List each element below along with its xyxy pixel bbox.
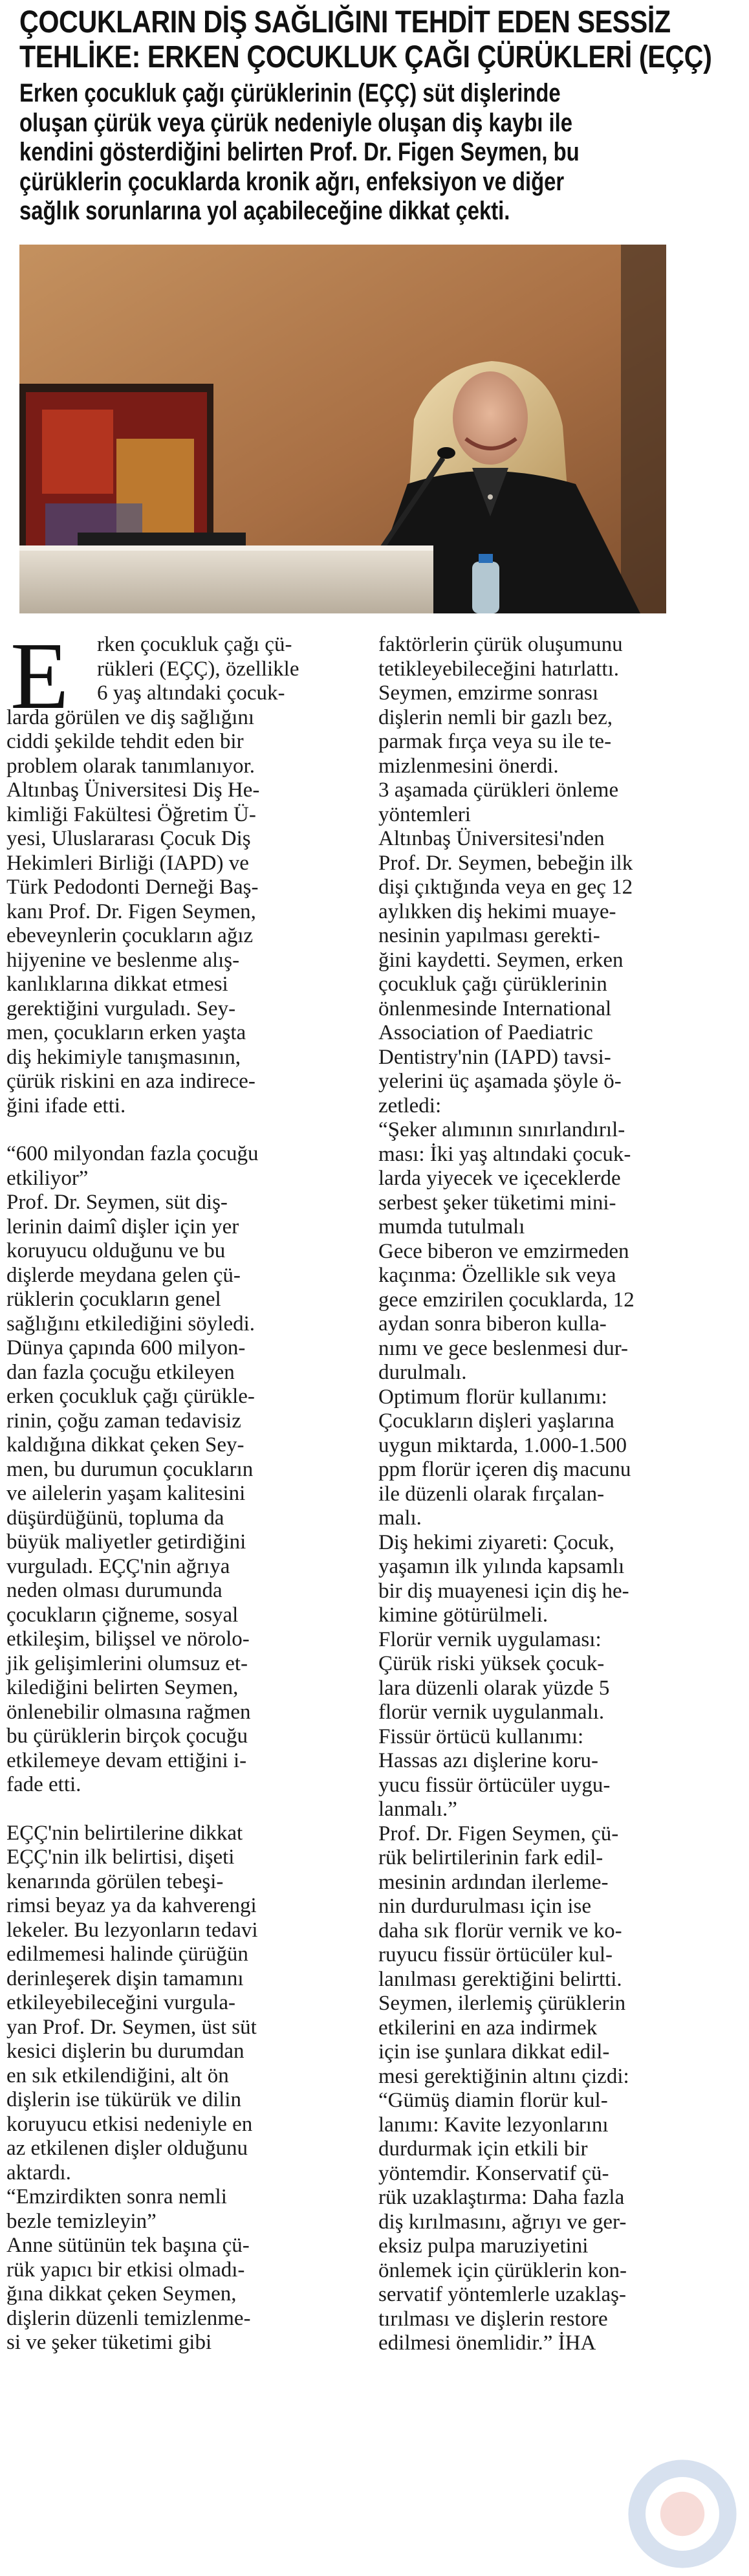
text-line: bir diş muayenesi için diş he- bbox=[378, 1579, 629, 1603]
text-line: ğini ifade etti. bbox=[6, 1094, 126, 1117]
water-bottle bbox=[472, 554, 499, 613]
text-line: önlemek için çürüklerin kon- bbox=[378, 2258, 627, 2282]
headline-line-1: ÇOCUKLARIN DİŞ SAĞLIĞINI TEHDİT EDEN SESSİZ bbox=[19, 5, 671, 39]
text-line: yesi, Uluslararası Çocuk Diş bbox=[6, 827, 251, 850]
text-line: florür vernik uygulanmalı. bbox=[378, 1701, 605, 1724]
text-line: etkilerini en aza indirmek bbox=[378, 2016, 598, 2040]
text-line: diş hekimiyle tanışmasının, bbox=[6, 1045, 241, 1069]
text-line: malı. bbox=[378, 1506, 422, 1530]
text-line: nin durdurulması için ise bbox=[378, 1895, 592, 1918]
text-line: nesinin yapılması gerekti- bbox=[378, 924, 600, 947]
text-line: kilediğini belirten Seymen, bbox=[6, 1676, 239, 1699]
text-line: kimine götürülmeli. bbox=[378, 1603, 548, 1627]
text-line: tetikleyebileceğini hatırlattı. bbox=[378, 657, 620, 681]
text-line: ve ailelerin yaşam kalitesini bbox=[6, 1482, 246, 1505]
text-line: kaçınma: Özellikle sık veya bbox=[378, 1264, 616, 1287]
text-line: dişlerin düzenli temizlenme- bbox=[6, 2306, 251, 2330]
text-line: problem olarak tanımlanıyor. bbox=[6, 754, 255, 778]
text-line: dişlerin nemli bir gazlı bez, bbox=[378, 705, 613, 729]
text-line: ğına dikkat çeken Seymen, bbox=[6, 2282, 237, 2306]
text-line: larda görülen ve diş sağlığını bbox=[6, 705, 255, 729]
publication-logo-watermark bbox=[621, 2452, 744, 2575]
text-line: lekeler. Bu lezyonların tedavi bbox=[6, 1918, 258, 1942]
text-line: Dentistry'nin (IAPD) tavsi- bbox=[378, 1045, 611, 1069]
text-line: “Emzirdikten sonra nemli bbox=[6, 2185, 227, 2208]
text-line: Prof. Dr. Seymen, bebeğin ilk bbox=[378, 851, 633, 875]
text-line: çocukların çiğneme, sosyal bbox=[6, 1603, 239, 1627]
text-line: yöntemdir. Konservatif çü- bbox=[378, 2161, 609, 2185]
text-line: 3 aşamada çürükleri önleme bbox=[378, 778, 619, 802]
text-line: yöntemleri bbox=[378, 802, 471, 826]
text-line: lanımı: Kavite lezyonlarını bbox=[378, 2113, 609, 2137]
text-line: 6 yaş altındaki çocuk- bbox=[97, 681, 285, 705]
text-line: Anne sütünün tek başına çü- bbox=[6, 2234, 250, 2257]
text-line: Prof. Dr. Seymen, süt diş- bbox=[6, 1191, 228, 1214]
text-line: Hekimleri Birliği (IAPD) ve bbox=[6, 851, 249, 875]
text-line: hijyenine ve beslenme alış- bbox=[6, 948, 240, 972]
dropcap-letter: E bbox=[10, 623, 69, 729]
text-line: jik gelişimlerini olumsuz et- bbox=[6, 1651, 248, 1675]
text-line: dan fazla çocuğu etkileyen bbox=[6, 1360, 235, 1384]
left-column bbox=[6, 623, 343, 2355]
text-line: EÇÇ'nin ilk belirtisi, dişeti bbox=[6, 1845, 235, 1869]
text-line: men, bu durumun çocukların bbox=[6, 1457, 254, 1481]
text-line: zetledi: bbox=[378, 1094, 442, 1117]
text-line: Çocukların dişleri yaşlarına bbox=[378, 1409, 614, 1433]
text-line: nımı ve gece beslenmesi dur- bbox=[378, 1336, 629, 1360]
text-line: vurguladı. EÇÇ'nin ağrıya bbox=[6, 1554, 230, 1578]
lead-line: çürüklerin çocuklarda kronik ağrı, enfeksiyon ve diğer bbox=[19, 167, 565, 196]
text-line: serbest şeker tüketimi mini- bbox=[378, 1191, 616, 1215]
text-line: ciddi şekilde tehdit eden bir bbox=[6, 730, 244, 753]
text-line: Seymen, emzirme sonrası bbox=[378, 681, 598, 705]
article-photo bbox=[19, 245, 666, 613]
text-line: rükleri (EÇÇ), özellikle bbox=[97, 657, 299, 681]
text-line: durulmalı. bbox=[378, 1361, 467, 1384]
text-line: Hassas azı dişlerine koru- bbox=[378, 1749, 598, 1772]
text-line: Dünya çapında 600 milyon- bbox=[6, 1336, 246, 1360]
text-line: neden olması durumunda bbox=[6, 1579, 223, 1602]
paragraph-symptoms bbox=[6, 1822, 343, 2355]
right-column bbox=[378, 633, 715, 2356]
text-line: tırılması ve dişlerin restore bbox=[378, 2307, 608, 2331]
text-line: ebeveynlerin çocukların ağız bbox=[6, 924, 254, 947]
text-line: kesici dişlerin bu durumdan bbox=[6, 2040, 244, 2063]
text-line: dişlerin ise tükürük ve dilin bbox=[6, 2088, 241, 2111]
text-line: mumda tutulmalı bbox=[378, 1215, 525, 1238]
paragraph-600-million bbox=[6, 1142, 343, 1798]
text-line: ğini kaydetti. Seymen, erken bbox=[378, 948, 624, 972]
text-line: “Gümüş diamin florür kul- bbox=[378, 2089, 608, 2112]
text-line: gece emzirilen çocuklarda, 12 bbox=[378, 1288, 635, 1312]
text-line: kanı Prof. Dr. Figen Seymen, bbox=[6, 899, 256, 923]
text-line: faktörlerin çürük oluşumunu bbox=[378, 633, 623, 656]
text-line: rük yapıcı bir etkisi olmadı- bbox=[6, 2258, 245, 2282]
text-line: rinin, çoğu zaman tedavisiz bbox=[6, 1409, 241, 1433]
text-line: çürük riskini en aza indirece- bbox=[6, 1070, 255, 1093]
text-line: Altınbaş Üniversitesi Diş He- bbox=[6, 778, 260, 802]
text-line: rüklerin çocukların genel bbox=[6, 1288, 221, 1311]
text-line: rken çocukluk çağı çü- bbox=[97, 633, 292, 656]
text-line: lerinin daimî dişler için yer bbox=[6, 1215, 239, 1238]
text-line: Çürük riski yüksek çocuk- bbox=[378, 1652, 605, 1675]
text-line: Fissür örtücü kullanımı: bbox=[378, 1724, 584, 1748]
text-line: “600 milyondan fazla çocuğu bbox=[6, 1142, 259, 1165]
text-line: servatif yöntemlerle uzaklaş- bbox=[378, 2283, 626, 2306]
text-line: fade etti. bbox=[6, 1773, 81, 1796]
text-line: için ise şunlara dikkat edil- bbox=[378, 2040, 610, 2064]
text-line: bu çürüklerin birçok çocuğu bbox=[6, 1724, 248, 1748]
text-line: Association of Paediatric bbox=[378, 1021, 593, 1044]
text-line: etkiliyor” bbox=[6, 1166, 89, 1190]
text-line: rük belirtilerinin fark edil- bbox=[378, 1846, 603, 1869]
text-line: aydan sonra biberon kulla- bbox=[378, 1312, 607, 1336]
text-line: durdurmak için etkili bir bbox=[378, 2137, 588, 2161]
text-line: kanlıklarına dikkat etmesi bbox=[6, 973, 228, 996]
text-line: kimliği Fakültesi Öğretim Ü- bbox=[6, 802, 256, 826]
lead-paragraph bbox=[19, 79, 666, 226]
text-line: diş kırılmasını, ağrıyı ve ger- bbox=[378, 2210, 627, 2234]
text-line: aylıkken diş hekimi muaye- bbox=[378, 899, 616, 923]
text-line: önlenebilir olmasına rağmen bbox=[6, 1700, 251, 1724]
text-line: lanmalı.” bbox=[378, 1798, 457, 1821]
text-line: Altınbaş Üniversitesi'nden bbox=[378, 827, 605, 850]
text-line: dişlerde meydana gelen çü- bbox=[6, 1263, 241, 1287]
text-line: parmak fırça veya su ile te- bbox=[378, 730, 612, 753]
text-line: rimsi beyaz ya da kahverengi bbox=[6, 1894, 257, 1917]
text-line: “Şeker alımının sınırlandırıl- bbox=[378, 1118, 625, 1141]
text-line: çocukluk çağı çürüklerinin bbox=[378, 973, 607, 996]
text-line: Diş hekimi ziyareti: Çocuk, bbox=[378, 1530, 614, 1554]
text-line: aktardı. bbox=[6, 2161, 71, 2185]
speaker-photo bbox=[19, 245, 666, 613]
text-line: sağlığını etkilediğini söyledi. bbox=[6, 1312, 255, 1336]
text-line: daha sık florür vernik ve ko- bbox=[378, 1919, 622, 1943]
text-line: koruyucu etkisi nedeniyle en bbox=[6, 2112, 253, 2136]
text-line: ruyucu fissür örtücüler kul- bbox=[378, 1943, 613, 1966]
text-line: en sık etkilendiğini, alt ön bbox=[6, 2064, 229, 2087]
text-line: koruyucu olduğunu ve bu bbox=[6, 1239, 226, 1262]
text-line: lara düzenli olarak yüzde 5 bbox=[378, 1676, 610, 1700]
text-line: eksiz pulpa maruziyetini bbox=[378, 2234, 589, 2258]
text-line: düşürdüğünü, topluma da bbox=[6, 1506, 224, 1530]
text-line: Gece biberon ve emzirmeden bbox=[378, 1239, 629, 1263]
text-line: kenarında görülen tebeşi- bbox=[6, 1869, 224, 1893]
text-line: Prof. Dr. Figen Seymen, çü- bbox=[378, 1822, 619, 1845]
text-line: EÇÇ'nin belirtilerine dikkat bbox=[6, 1821, 243, 1845]
text-line: etkileşim, bilişsel ve nörolo- bbox=[6, 1627, 250, 1651]
text-line: az etkilenen dişler olduğunu bbox=[6, 2137, 248, 2160]
text-line: erken çocukluk çağı çürükle- bbox=[6, 1385, 255, 1408]
text-line: kaldığına dikkat çeken Sey- bbox=[6, 1433, 244, 1457]
text-line: Türk Pedodonti Derneği Baş- bbox=[6, 875, 259, 899]
text-line: büyük maliyetler getirdiğini bbox=[6, 1530, 246, 1554]
text-line: derinleşerek dişin tamamını bbox=[6, 1966, 244, 1990]
text-line: yan Prof. Dr. Seymen, üst süt bbox=[6, 2015, 257, 2039]
text-line: Florür vernik uygulaması: bbox=[378, 1627, 602, 1651]
paragraph-prevention bbox=[378, 633, 715, 2356]
text-line: mesi gerektiğinin altını çizdi: bbox=[378, 2064, 629, 2088]
text-line: lanılması gerektiğini belirtti. bbox=[378, 1967, 622, 1991]
text-line: dişi çıktığında veya en geç 12 bbox=[378, 875, 633, 899]
text-line: ppm florür içeren diş macunu bbox=[378, 1458, 631, 1481]
text-line: etkilemeye devam ettiğini i- bbox=[6, 1748, 247, 1772]
text-line: yelerini üç aşamada şöyle ö- bbox=[378, 1070, 622, 1093]
text-line: ile düzenli olarak fırçalan- bbox=[378, 1482, 605, 1506]
text-line: uygun miktarda, 1.000-1.500 bbox=[378, 1433, 627, 1457]
text-line: yaşamın ilk yılında kapsamlı bbox=[378, 1555, 625, 1578]
text-line: mesinin ardından ilerleme- bbox=[378, 1870, 609, 1894]
text-line: gerektiğini vurguladı. Sey- bbox=[6, 996, 236, 1020]
text-line: edilmesi önemlidir.” İHA bbox=[378, 2331, 596, 2355]
lead-line: Erken çocukluk çağı çürüklerinin (EÇÇ) süt dişlerinde bbox=[19, 79, 561, 107]
text-line: Optimum florür kullanımı: bbox=[378, 1385, 607, 1409]
text-line: etkileyebileceğini vurgula- bbox=[6, 1991, 236, 2014]
text-line: men, çocukların erken yaşta bbox=[6, 1021, 246, 1044]
text-line: edilmemesi halinde çürüğün bbox=[6, 1943, 248, 1966]
text-line: mizlenmesini önerdi. bbox=[378, 754, 559, 778]
lead-line: kendini gösterdiğini belirten Prof. Dr. Figen Seymen, bu bbox=[19, 138, 580, 166]
headline-line-2: TEHLİKE: ERKEN ÇOCUKLUK ÇAĞI ÇÜRÜKLERİ (EÇÇ) bbox=[19, 40, 712, 74]
text-line: si ve şeker tüketimi gibi bbox=[6, 2331, 212, 2354]
text-line: bezle temizleyin” bbox=[6, 2209, 157, 2233]
lead-line: sağlık sorunlarına yol açabileceğine dikkat çekti. bbox=[19, 197, 510, 225]
paragraph-intro bbox=[6, 706, 343, 1119]
text-line: Seymen, ilerlemiş çürüklerin bbox=[378, 1992, 626, 2015]
text-line: ması: İki yaş altındaki çocuk- bbox=[378, 1142, 631, 1166]
text-line: rük uzaklaştırma: Daha fazla bbox=[378, 2186, 625, 2209]
text-line: önlenmesinde International bbox=[378, 996, 612, 1020]
headline bbox=[19, 5, 712, 75]
lead-line: oluşan çürük veya çürük nedeniyle oluşan diş kaybı ile bbox=[19, 108, 572, 137]
text-line: yucu fissür örtücüler uygu- bbox=[378, 1773, 611, 1797]
text-line: larda yiyecek ve içeceklerde bbox=[378, 1167, 621, 1190]
